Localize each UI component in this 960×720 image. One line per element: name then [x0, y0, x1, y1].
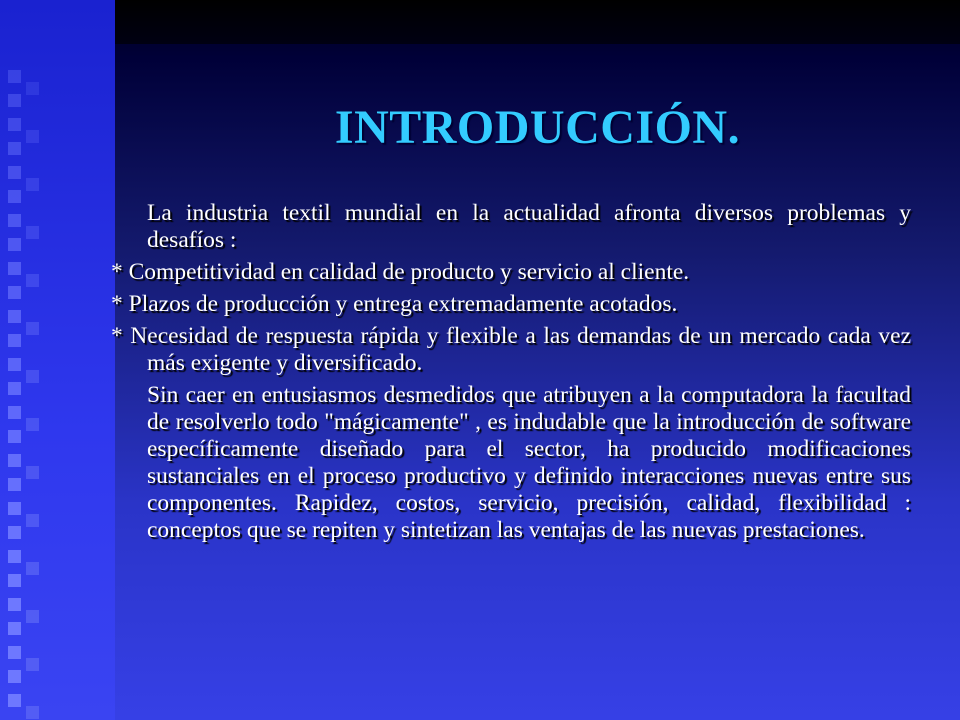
decorative-square — [26, 610, 39, 623]
decorative-square — [26, 226, 39, 239]
decorative-square — [8, 334, 21, 347]
decorative-square — [8, 310, 21, 323]
decorative-square — [8, 190, 21, 203]
decorative-square — [26, 130, 39, 143]
decorative-squares — [8, 10, 40, 710]
decorative-square — [26, 370, 39, 383]
decorative-square — [26, 418, 39, 431]
decorative-square — [8, 406, 21, 419]
slide-body — [111, 200, 911, 549]
decorative-square — [8, 118, 21, 131]
decorative-square — [26, 562, 39, 575]
decorative-square — [26, 82, 39, 95]
decorative-square — [8, 502, 21, 515]
decorative-square — [8, 382, 21, 395]
decorative-square — [8, 646, 21, 659]
top-decorative-band — [115, 0, 960, 44]
slide-title: INTRODUCCIÓN. — [334, 101, 741, 154]
decorative-square — [8, 214, 21, 227]
decorative-square — [8, 238, 21, 251]
decorative-square — [8, 454, 21, 467]
decorative-square — [8, 526, 21, 539]
paragraph-conclusion: Sin caer en entusiasmos desmedidos que atribuyen a la computadora la facultad de resolverlo todo "mágicamente" , es indudable que la introducción de software específicamente diseñado para el sector, ha producido modificaciones sustanciales en el proceso productivo y definido interacciones nuevas entre sus componentes. Rapidez, costos, servicio, precisión, calidad, flexibilidad : conceptos que se repiten y sintetizan las ventajas de las nuevas prestaciones. — [147, 382, 911, 543]
decorative-square — [26, 274, 39, 287]
bullet-plazos: * Plazos de producción y entrega extremadamente acotados. — [111, 291, 678, 317]
decorative-square — [26, 514, 39, 527]
decorative-square — [8, 670, 21, 683]
bullet-necesidad: * Necesidad de respuesta rápida y flexible a las demandas de un mercado cada vez más exigente y diversificado. — [111, 323, 911, 376]
decorative-square — [8, 550, 21, 563]
decorative-square — [26, 706, 39, 719]
decorative-square — [8, 70, 21, 83]
decorative-square — [8, 574, 21, 587]
decorative-square — [8, 142, 21, 155]
decorative-square — [26, 178, 39, 191]
decorative-square — [26, 322, 39, 335]
paragraph-intro: La industria textil mundial en la actualidad afronta diversos problemas y desafíos : — [147, 200, 911, 253]
decorative-square — [26, 658, 39, 671]
decorative-square — [8, 430, 21, 443]
bullet-competitividad: * Competitividad en calidad de producto y servicio al cliente. — [111, 259, 690, 285]
decorative-square — [8, 262, 21, 275]
decorative-square — [8, 358, 21, 371]
decorative-square — [8, 166, 21, 179]
decorative-square — [8, 478, 21, 491]
decorative-square — [26, 466, 39, 479]
decorative-square — [8, 598, 21, 611]
left-decorative-band — [0, 0, 115, 720]
decorative-square — [8, 94, 21, 107]
decorative-square — [8, 622, 21, 635]
decorative-square — [8, 694, 21, 707]
decorative-square — [8, 286, 21, 299]
